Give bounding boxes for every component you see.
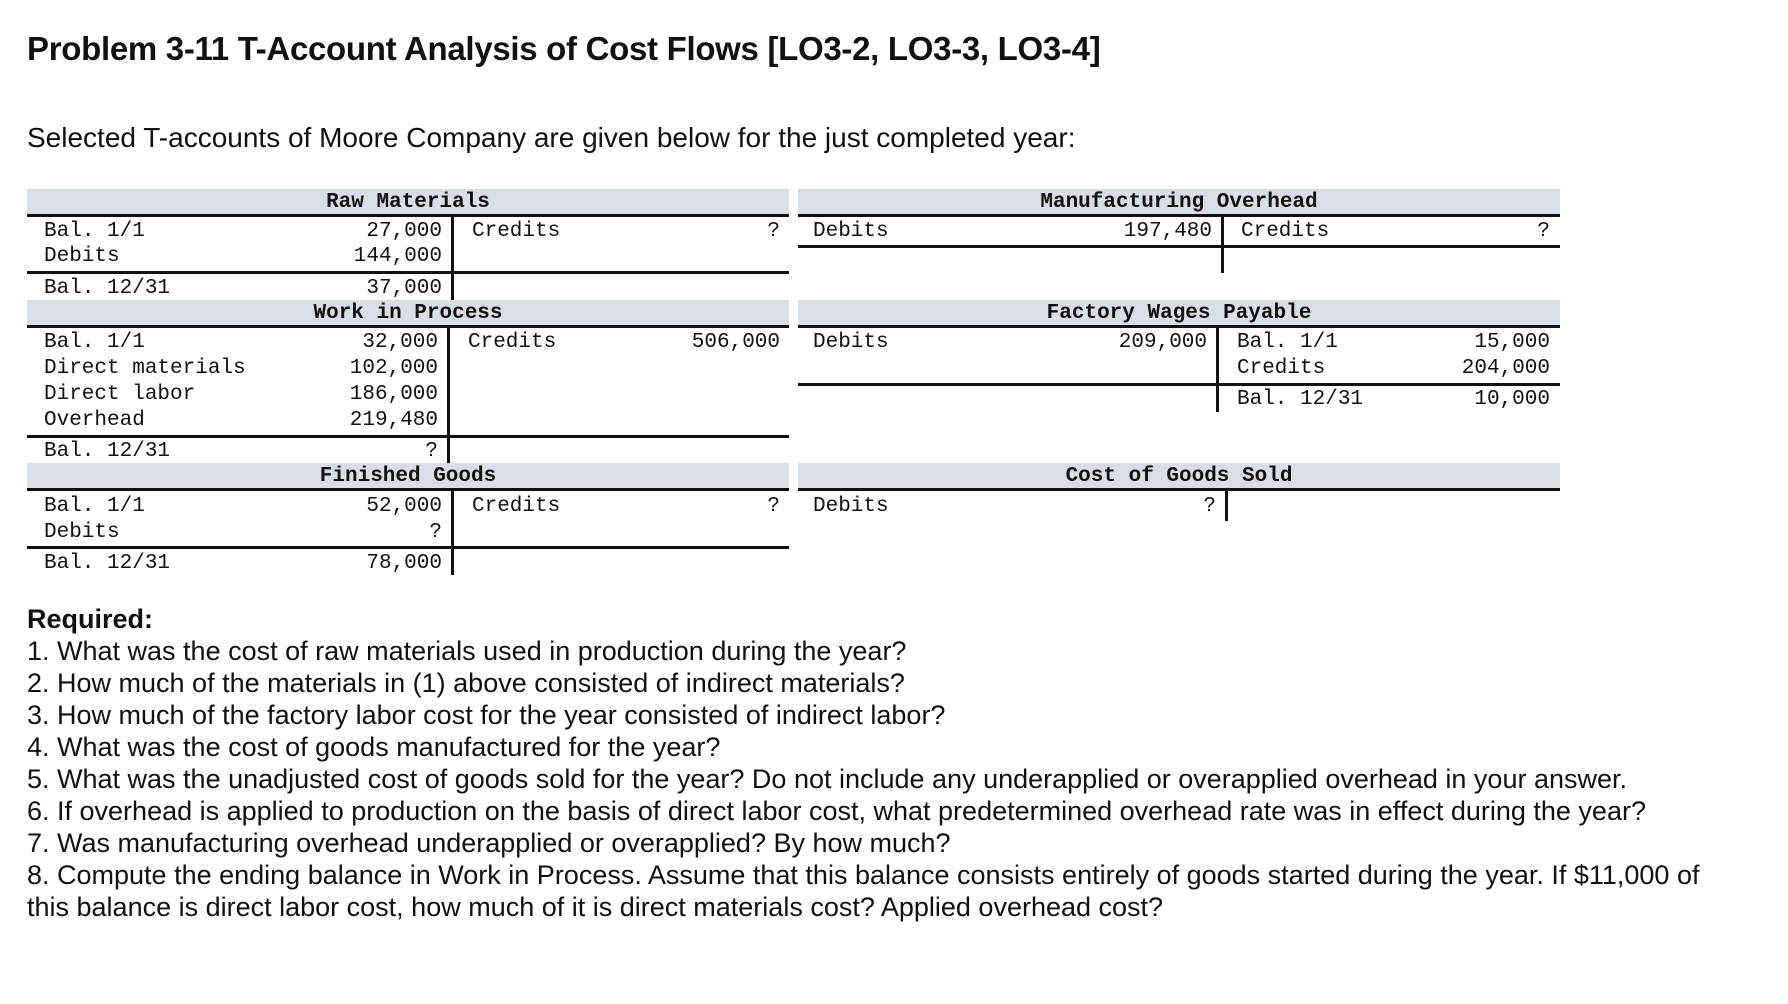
wip-debit-value-1: 32,000 (362, 331, 438, 354)
fwp-credit-label-1: Bal. 1/1 (1237, 331, 1338, 354)
rm-debit-value-1: 27,000 (366, 220, 442, 243)
mo-debit-label: Debits (813, 220, 889, 243)
fg-debit-value-1: 52,000 (366, 495, 442, 518)
fg-debit-label-1: Bal. 1/1 (44, 495, 145, 518)
question-1: 1. What was the cost of raw materials used in production during the year? (27, 636, 907, 666)
finished-goods-header: Finished Goods (27, 463, 789, 491)
question-8: 8. Compute the ending balance in Work in Process. Assume that this balance consists entirely of goods started during the year. If $11,000 of this balance is direct labor cost, how much of it is direct materials cost? Applied overhead cost? (27, 860, 1700, 922)
rm-total-rule (27, 271, 789, 274)
rm-ending-value: 37,000 (366, 277, 442, 300)
cogs-debit-label: Debits (813, 495, 889, 518)
fg-total-rule (27, 546, 789, 549)
question-2: 2. How much of the materials in (1) above consisted of indirect materials? (27, 668, 905, 698)
mo-debit-value: 197,480 (1123, 220, 1212, 243)
wip-debit-value-2: 102,000 (349, 357, 438, 380)
rm-ending-label: Bal. 12/31 (44, 277, 171, 300)
wip-credit-label: Credits (468, 331, 557, 354)
fg-debit-label-2: Debits (44, 521, 120, 544)
fwp-debit-value: 209,000 (1118, 331, 1207, 354)
fg-ending-value: 78,000 (366, 552, 442, 575)
raw-materials-header: Raw Materials (27, 189, 789, 217)
fwp-ending-label: Bal. 12/31 (1237, 388, 1364, 411)
wip-debit-label-2: Direct materials (44, 357, 246, 380)
fg-credit-value: ? (767, 495, 780, 518)
factory-wages-payable-header: Factory Wages Payable (798, 300, 1560, 328)
fwp-debit-label: Debits (813, 331, 889, 354)
wip-debit-label-4: Overhead (44, 409, 145, 432)
fwp-credit-label-2: Credits (1237, 357, 1326, 380)
raw-materials-t-divider (451, 217, 454, 301)
rm-debit-value-2: 144,000 (353, 245, 442, 268)
wip-debit-label-3: Direct labor (44, 383, 196, 406)
mo-credit-label: Credits (1241, 220, 1330, 243)
required-label: Required: (27, 604, 154, 634)
manufacturing-overhead-header: Manufacturing Overhead (798, 189, 1560, 217)
fwp-ending-value: 10,000 (1474, 388, 1550, 411)
fwp-credit-value-1: 15,000 (1474, 331, 1550, 354)
factory-wages-payable-t-divider (1216, 328, 1219, 412)
intro-text: Selected T-accounts of Moore Company are given below for the just completed year: (27, 122, 1076, 153)
mo-credit-value: ? (1537, 220, 1550, 243)
questions-list (27, 635, 1727, 923)
wip-total-rule (27, 435, 789, 438)
wip-ending-value: ? (425, 440, 438, 463)
fwp-total-rule (798, 383, 1560, 386)
question-7: 7. Was manufacturing overhead underapplied or overapplied? By how much? (27, 828, 951, 858)
mo-rule (798, 245, 1560, 248)
cogs-debit-value: ? (1203, 495, 1216, 518)
cost-of-goods-sold-header: Cost of Goods Sold (798, 463, 1560, 491)
wip-debit-value-4: 219,480 (349, 409, 438, 432)
required-section (27, 603, 1727, 923)
wip-debit-value-3: 186,000 (349, 383, 438, 406)
rm-debit-label-2: Debits (44, 245, 120, 268)
fg-ending-label: Bal. 12/31 (44, 552, 171, 575)
work-in-process-header: Work in Process (27, 300, 789, 328)
page-title: Problem 3-11 T-Account Analysis of Cost Flows [LO3-2, LO3-3, LO3-4] (27, 30, 1101, 67)
fg-credit-label: Credits (472, 495, 561, 518)
rm-debit-label-1: Bal. 1/1 (44, 220, 145, 243)
rm-credit-value: ? (767, 220, 780, 243)
work-in-process-t-divider (447, 328, 450, 464)
wip-debit-label-1: Bal. 1/1 (44, 331, 145, 354)
cost-of-goods-sold-t-divider (1225, 491, 1228, 521)
rm-credit-label: Credits (472, 220, 561, 243)
wip-ending-label: Bal. 12/31 (44, 440, 171, 463)
fwp-credit-value-2: 204,000 (1461, 357, 1550, 380)
wip-credit-value: 506,000 (691, 331, 780, 354)
fg-debit-value-2: ? (429, 521, 442, 544)
question-6: 6. If overhead is applied to production on the basis of direct labor cost, what predetermined overhead rate was in effect during the year? (27, 796, 1646, 826)
finished-goods-t-divider (451, 491, 454, 575)
question-4: 4. What was the cost of goods manufactured for the year? (27, 732, 721, 762)
question-5: 5. What was the unadjusted cost of goods sold for the year? Do not include any underapplied or overapplied overhead in your answer. (27, 764, 1628, 794)
question-3: 3. How much of the factory labor cost for the year consisted of indirect labor? (27, 700, 946, 730)
